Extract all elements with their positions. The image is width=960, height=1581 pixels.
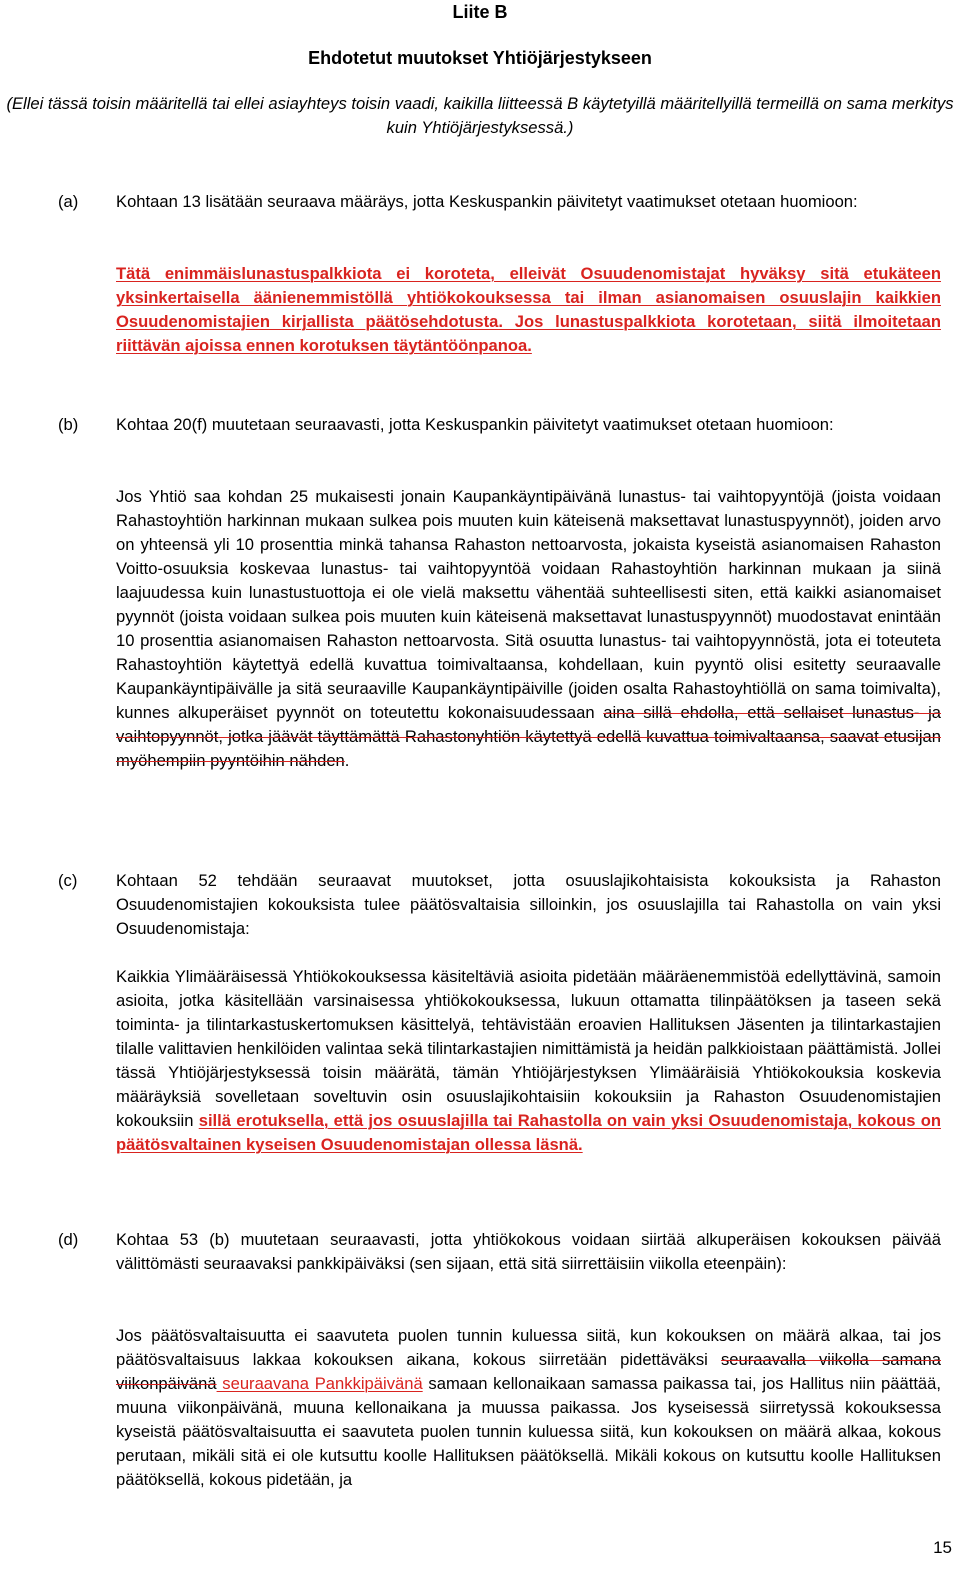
intro-text: (Ellei tässä toisin määritellä tai ellei asiayhteys toisin vaadi, kaikilla liitteessä B käytetyillä määritellyillä termeillä on sama merkitys kuin Yhtiöjärjestyksessä.) xyxy=(6,94,954,137)
section-d-intro: Kohtaa 53 (b) muutetaan seuraavasti, jotta yhtiökokous voidaan siirtää alkuperäisen kokouksen päivää välittömästi seuraavaksi pankkipäiväksi (sen sijaan, että sitä siirrettäisiin viikolla eteenpäin): xyxy=(116,1230,941,1273)
section-c-label: (c) xyxy=(58,871,78,890)
deleted-text: seuraavalla viikolla samana viikonpäivänä xyxy=(116,1350,941,1393)
section-a-inserted-text xyxy=(116,262,941,358)
appendix-label: Liite B xyxy=(452,2,508,22)
section-b-end: . xyxy=(344,751,350,770)
section-d-label: (d) xyxy=(58,1230,79,1249)
section-d-body-end: samaan kellonaikaan samassa paikassa tai, jos Hallitus niin päättää, muuna viikonpäivänä, muuna kellonaikana ja muussa paikassa. Jos kyseisessä siirretyssä kokouksessa kyseistä päätösvaltaisuutta ei saavuteta puolen tunnin kuluessa siitä, kun kokouksen on määrä alkaa, kokous perutaan, mikäli sitä ei ole kutsuttu koolle Hallituksen päätöksellä. Mikäli kokous on kutsuttu koolle Hallituksen päätöksellä, kokous pidetään, ja xyxy=(116,1374,941,1489)
inserted-text: sillä erotuksella, että jos osuuslajilla tai Rahastolla on vain yksi Osuudenomistaja, kokous on päätösvaltainen kyseisen Osuudenomistajan ollessa läsnä. xyxy=(116,1111,941,1154)
intro-note xyxy=(0,92,960,140)
section-d-body-start: Jos päätösvaltaisuutta ei saavuteta puolen tunnin kuluessa siitä, kun kokouksen on määrä alkaa, tai jos päätösvaltaisuus lakkaa kokouksen aikana, kokous siirretään pidettäväksi xyxy=(116,1326,941,1369)
section-c-body: Kaikkia Ylimääräisessä Yhtiökokouksessa käsiteltäviä asioita pidetään määräenemmistöä edellyttävinä, samoin asioita, jotka käsitellään varsinaisessa yhtiökokouksessa, lukuun ottamatta tilinpäätöksen ja taseen sekä toiminta- ja tilintarkastuskertomuksen käsittelyä, tehtävistään eroavien Hallituksen Jäsenten ja tilintarkastajien tilalle valittavien henkilöiden valintaa sekä tilintarkastajien nimittämistä ja heidän palkkioistaan päättämistä. Jollei tässä Yhtiöjärjestyksessä toisin määrätä, tämän Yhtiöjärjestyksen Ylimääräisiä Yhtiökokouksia koskevia määräyksiä sovelletaan soveltuvin osin osuuslajikohtaisiin kokouksiin ja Rahaston Osuudenomistajien kokouksiin xyxy=(116,967,941,1130)
section-b-text xyxy=(116,485,941,773)
section-a-label: (a) xyxy=(58,192,79,211)
page-title: Ehdotetut muutokset Yhtiöjärjestykseen xyxy=(308,48,652,68)
section-d-text xyxy=(116,1324,941,1492)
section-b-intro: Kohtaa 20(f) muutetaan seuraavasti, jotta Keskuspankin päivitetyt vaatimukset otetaan huomioon: xyxy=(116,415,834,434)
section-c-text xyxy=(116,965,941,1157)
inserted-text: Tätä enimmäislunastuspalkkiota ei koroteta, elleivät Osuudenomistajat hyväksy sitä etukäteen yksinkertaisella äänienemmistöllä yhtiökokouksessa tai ilman asianomaisen osuuslajin kaikkien Osuudenomistajien kirjallista päätösehdotusta. Jos lunastuspalkkiota korotetaan, siitä ilmoitetaan riittävän ajoissa ennen korotuksen täytäntöönpanoa. xyxy=(116,264,941,355)
inserted-text: seuraavana Pankkipäivänä xyxy=(216,1374,423,1393)
section-a-intro: Kohtaan 13 lisätään seuraava määräys, jotta Keskuspankin päivitetyt vaatimukset otetaan huomioon: xyxy=(116,192,858,211)
deleted-text: aina sillä ehdolla, että sellaiset lunastus- ja vaihtopyynnöt, jotka jäävät täyttämättä Rahastonyhtiön käytettyä edellä kuvattua toimivaltaansa, saavat etusijan myöhempiin pyyntöihin nähden xyxy=(116,703,941,770)
page-number: 15 xyxy=(933,1538,952,1557)
section-c-intro: Kohtaan 52 tehdään seuraavat muutokset, jotta osuuslajikohtaisista kokouksista ja Rahaston Osuudenomistajien kokouksista tulee päätösvaltaisia silloinkin, jos osuuslajilla tai Rahastolla on vain yksi Osuudenomistaja: xyxy=(116,871,941,938)
section-b-body: Jos Yhtiö saa kohdan 25 mukaisesti jonain Kaupankäyntipäivänä lunastus- tai vaihtopyyntöjä (joista voidaan Rahastoyhtiön harkinnan mukaan sulkea pois muuten kuin käteisenä maksettavat lunastuspyynnöt), joiden arvo on yhteensä yli 10 prosenttia minkä tahansa Rahaston nettoarvosta, jokaista kyseistä asianomaisen Rahaston Voitto-osuuksia koskevaa lunastus- tai vaihtopyyntöä voidaan Rahastoyhtiön harkinnan mukaan ja siinä laajuudessa kuin lunastustuottoja ei ole vielä maksettu vähentää suhteellisesti siten, että kaikki asianomaiset pyynnöt (joista voidaan sulkea pois muuten kuin käteisenä maksettavat lunastuspyynnöt) muodostavat enintään 10 prosenttia asianomaisen Rahaston nettoarvosta. Sitä osuutta lunastus- tai vaihtopyynnöstä, jota ei toteuteta Rahastoyhtiön käytettyä edellä kuvattua toimivaltaansa, kohdellaan, kuin pyyntö olisi esitetty seuraavalle Kaupankäyntipäivälle ja sitä seuraaville Kaupankäyntipäiville (joiden osalta Rahastoyhtiöllä on sama toimivalta), kunnes alkuperäiset pyynnöt on toteutettu kokonaisuudessaan xyxy=(116,487,941,722)
section-b-label: (b) xyxy=(58,415,79,434)
